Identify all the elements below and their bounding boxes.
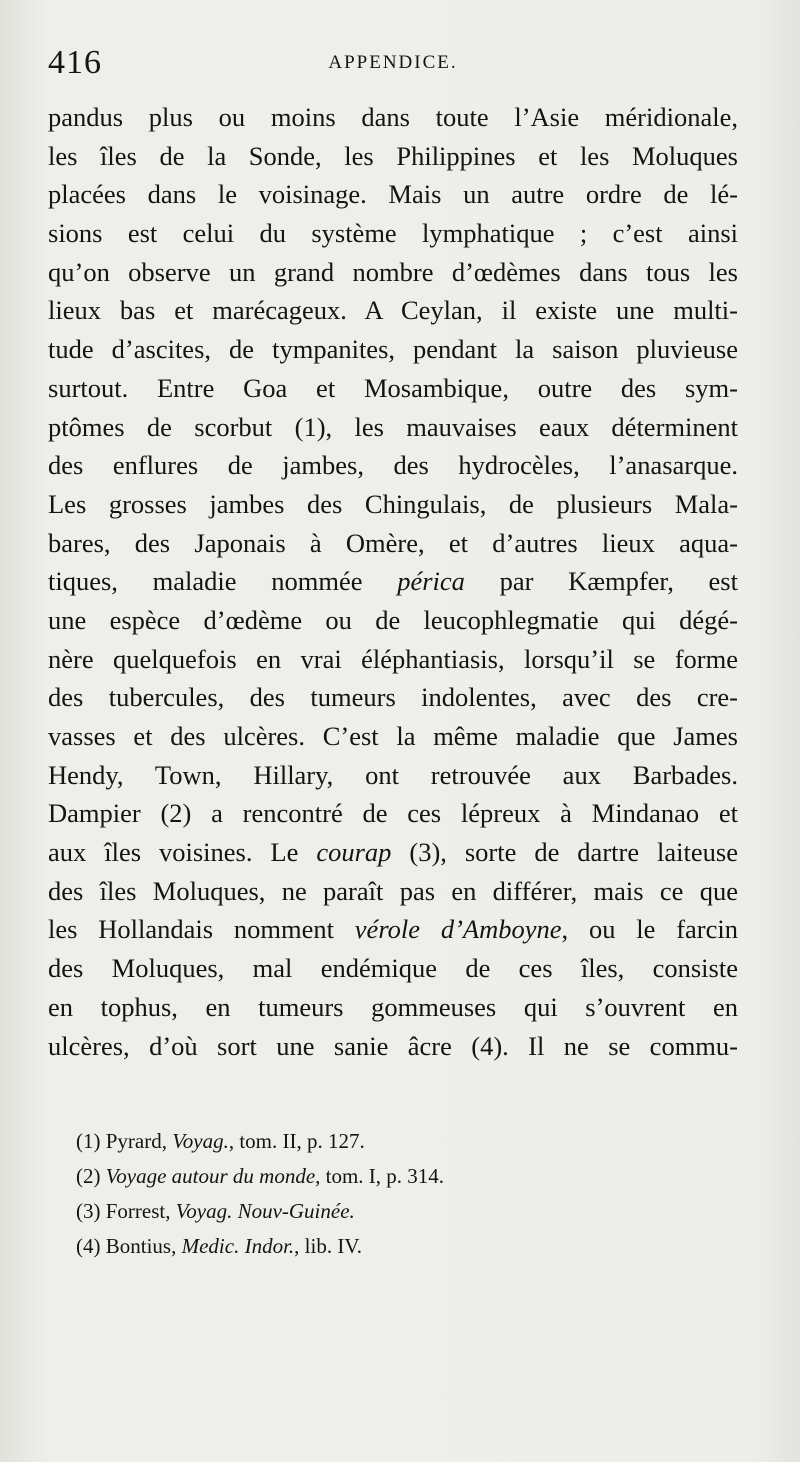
footnote (76, 1229, 716, 1264)
text-segment: une espèce d’œdème ou de leucophlegmatie qui dégé- (48, 604, 738, 635)
text-line-content (48, 682, 738, 712)
text-line (48, 98, 738, 137)
page-number: 416 (48, 44, 102, 81)
text-line (48, 408, 738, 447)
footnote-author: Pyrard, (105, 1129, 173, 1153)
text-segment: placées dans le voisinage. Mais un autre ordre de lé- (48, 179, 738, 210)
text-segment: les Hollandais nomment (48, 914, 355, 945)
text-line-content (48, 644, 738, 674)
footnote-title: Voyag. Nouv-Guinée. (175, 1199, 355, 1223)
text-line-content (48, 876, 738, 906)
text-segment: ptômes de scorbut (1), les mauvaises eaux déterminent (48, 411, 738, 442)
text-segment: vasses et des ulcères. C’est la même maladie que James (48, 721, 738, 751)
text-line-content (48, 798, 738, 828)
italic-term: courap (316, 837, 392, 868)
text-segment: Hendy, Town, Hillary, ont retrouvée aux Barbades. (48, 759, 738, 790)
text-segment: (3), sorte de dartre laiteuse (391, 837, 738, 868)
footnote-ref: , lib. IV. (294, 1234, 363, 1258)
footnote (76, 1124, 716, 1159)
text-line (48, 253, 738, 292)
text-line (48, 175, 738, 214)
text-segment: Dampier (2) a rencontré de ces lépreux à Mindanao et (48, 798, 738, 829)
footnote-ref: , tom. II, p. 127. (228, 1129, 365, 1153)
text-line (48, 717, 738, 756)
text-segment: surtout. Entre Goa et Mosambique, outre des sym- (48, 372, 738, 403)
text-line-content (48, 489, 738, 519)
text-segment: qu’on observe un grand nombre d’œdèmes dans tous les (48, 256, 738, 287)
text-line-content (48, 760, 738, 790)
footnote-number: (3) (76, 1199, 101, 1223)
footnote-author: Bontius, (105, 1234, 182, 1258)
text-line-content (48, 605, 738, 635)
text-line (48, 524, 738, 563)
text-line-content (48, 179, 738, 209)
text-line-content (48, 1031, 738, 1061)
text-line-content (48, 295, 738, 325)
text-segment: tiques, maladie nommée (48, 566, 398, 597)
text-line (48, 1027, 738, 1066)
text-line-content (48, 412, 738, 442)
text-segment: aux îles voisines. Le (48, 837, 317, 868)
text-line-content (48, 334, 738, 364)
footnote (76, 1159, 716, 1194)
text-line-content (48, 992, 738, 1022)
text-line (48, 291, 738, 330)
footnote-number: (1) (76, 1129, 101, 1153)
text-line-content (48, 373, 738, 403)
text-line-content (48, 953, 738, 983)
footnote-title: Voyag. (172, 1129, 229, 1153)
body-text (48, 98, 738, 1065)
text-line-content (48, 721, 738, 751)
text-line-content (48, 257, 738, 287)
running-head: APPENDICE. (328, 52, 458, 73)
text-line-content (48, 528, 738, 558)
text-line (48, 446, 738, 485)
text-segment: tude d’ascites, de tympanites, pendant la saison pluvieuse (48, 334, 738, 365)
text-segment: , ou le farcin (561, 914, 738, 945)
footnote-title: Medic. Indor. (181, 1234, 295, 1258)
text-line (48, 988, 738, 1027)
footnotes (76, 1124, 716, 1264)
text-line (48, 872, 738, 911)
footnote-number: (2) (76, 1164, 101, 1188)
italic-term: vérole d’Amboyne (354, 914, 562, 945)
text-line-content (48, 102, 738, 132)
text-segment: des enflures de jambes, des hydrocèles, l’anasarque. (48, 450, 738, 481)
footnote-author: Forrest, (105, 1199, 176, 1223)
footnote (76, 1194, 716, 1229)
text-segment: bares, des Japonais à Omère, et d’autres lieux aqua- (48, 527, 738, 558)
text-line-content (48, 566, 738, 596)
text-segment: des Moluques, mal endémique de ces îles, consiste (48, 953, 738, 984)
text-line-content (48, 450, 738, 480)
text-segment: des îles Moluques, ne paraît pas en différer, mais ce que (48, 875, 738, 906)
footnote-number: (4) (76, 1234, 101, 1258)
text-segment: nère quelquefois en vrai éléphantiasis, lorsqu’il se forme (48, 643, 738, 674)
footnote-title: Voyage autour du monde (105, 1164, 316, 1188)
text-line (48, 601, 738, 640)
text-line (48, 949, 738, 988)
text-segment: sions est celui du système lymphatique ; c’est ainsi (48, 218, 738, 249)
text-line (48, 485, 738, 524)
text-line (48, 640, 738, 679)
text-line (48, 910, 738, 949)
page-header (48, 44, 738, 84)
text-line (48, 678, 738, 717)
text-line (48, 137, 738, 176)
text-line (48, 214, 738, 253)
footnote-ref: , tom. I, p. 314. (315, 1164, 445, 1188)
text-segment: ulcères, d’où sort une sanie âcre (4). Il ne se commu- (48, 1030, 738, 1061)
text-segment: lieux bas et marécageux. A Ceylan, il existe une multi- (48, 295, 738, 326)
text-segment: les îles de la Sonde, les Philippines et les Moluques (48, 140, 738, 171)
italic-term: périca (397, 566, 465, 597)
text-line (48, 833, 738, 872)
text-segment: pandus plus ou moins dans toute l’Asie méridionale, (48, 102, 738, 132)
text-segment: Les grosses jambes des Chingulais, de plusieurs Mala- (48, 488, 738, 519)
text-line (48, 756, 738, 795)
text-line (48, 369, 738, 408)
text-line (48, 794, 738, 833)
text-line-content (48, 218, 738, 248)
text-line-content (48, 837, 738, 867)
text-line-content (48, 914, 738, 944)
text-line (48, 330, 738, 369)
text-segment: par Kæmpfer, est (464, 566, 738, 597)
text-segment: en tophus, en tumeurs gommeuses qui s’ouvrent en (48, 991, 738, 1022)
text-line (48, 562, 738, 601)
text-line-content (48, 141, 738, 171)
text-segment: des tubercules, des tumeurs indolentes, avec des cre- (48, 682, 738, 713)
